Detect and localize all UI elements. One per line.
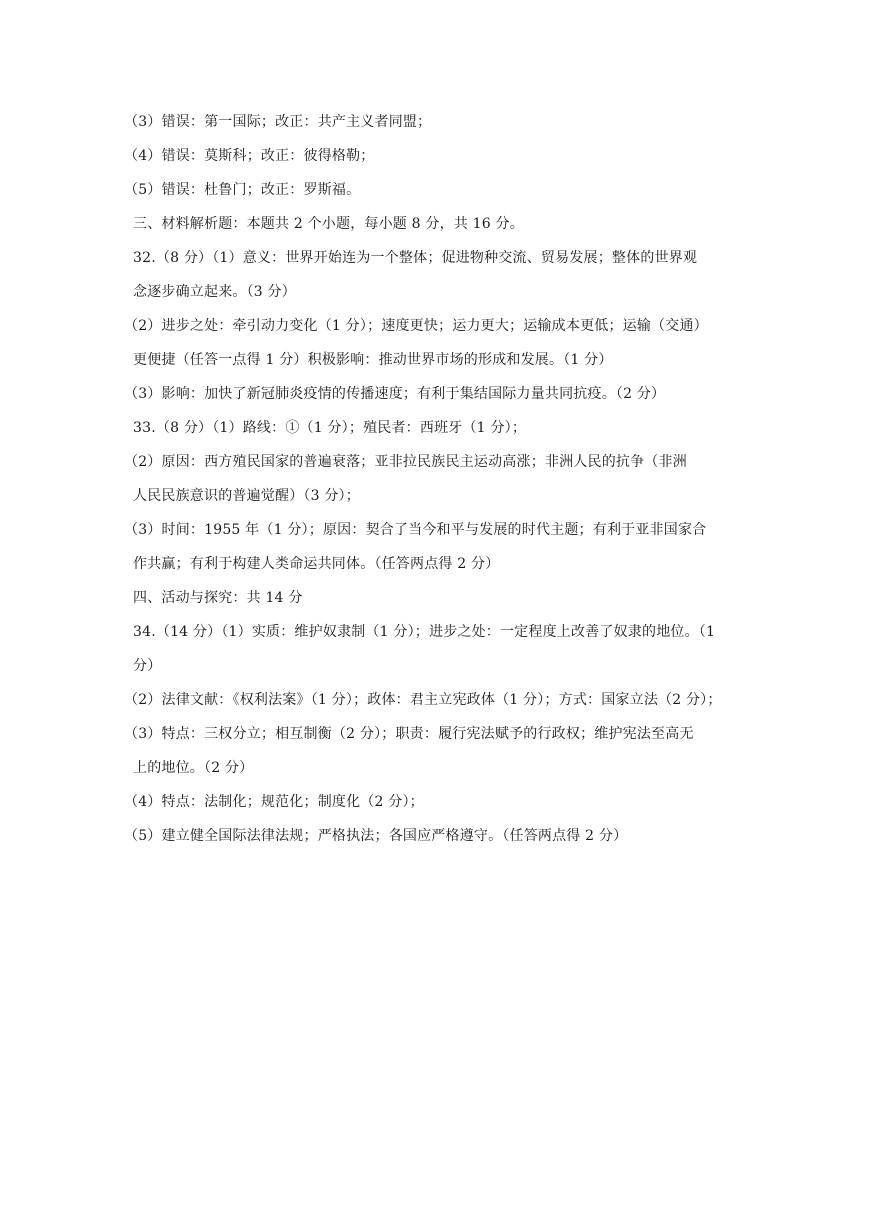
- answer-32-3: （3）影响：加快了新冠肺炎疫情的传播速度；有利于集结国际力量共同抗疫。（2 分）: [124, 386, 666, 402]
- answer-33-3-line2: 作共赢；有利于构建人类命运共同体。（任答两点得 2 分）: [133, 556, 500, 572]
- answer-33-2-line2: 人民民族意识的普遍觉醒）（3 分）；: [133, 488, 360, 504]
- answer-34-3-line2: 上的地位。（2 分）: [133, 760, 254, 776]
- answer-33-2-line1: （2）原因：西方殖民国家的普遍衰落；亚非拉民族民主运动高涨；非洲人民的抗争（非洲: [124, 454, 687, 470]
- answer-33-3-line1: （3）时间：1955 年（1 分）；原因：契合了当今和平与发展的时代主题；有利于亚非国家合: [124, 522, 707, 538]
- answer-34-1-line1: 34.（14 分）（1）实质：维护奴隶制（1 分）；进步之处：一定程度上改善了奴隶的地位。（1: [133, 624, 716, 640]
- answer-32-1-line1: 32.（8 分）（1）意义：世界开始连为一个整体；促进物种交流、贸易发展；整体的世界观: [133, 250, 698, 266]
- answer-3-4: （4）错误：莫斯科；改正：彼得格勒；: [124, 148, 375, 164]
- section-three-heading: 三、材料解析题：本题共 2 个小题，每小题 8 分，共 16 分。: [133, 216, 524, 232]
- answer-34-5: （5）建立健全国际法律法规；严格执法；各国应严格遵守。（任答两点得 2 分）: [124, 828, 628, 844]
- answer-34-1-line2: 分）: [133, 658, 162, 674]
- answer-3-3: （3）错误：第一国际；改正：共产主义者同盟；: [124, 114, 432, 130]
- answer-34-3-line1: （3）特点：三权分立；相互制衡（2 分）；职责：履行宪法赋予的行政权；维护宪法至高无: [124, 726, 694, 742]
- answer-34-2: （2）法律文献：《权利法案》（1 分）；政体：君主立宪政体（1 分）；方式：国家立法（2 分）；: [124, 692, 722, 708]
- answer-33-1: 33.（8 分）（1）路线：①（1 分）；殖民者：西班牙（1 分）；: [133, 420, 527, 436]
- answer-32-2-line2: 更便捷（任答一点得 1 分）积极影响：推动世界市场的形成和发展。（1 分）: [133, 352, 613, 368]
- answer-34-4: （4）特点：法制化；规范化；制度化（2 分）；: [124, 794, 424, 810]
- answer-32-1-line2: 念逐步确立起来。（3 分）: [133, 284, 296, 300]
- answer-3-5: （5）错误：杜鲁门；改正：罗斯福。: [124, 182, 361, 198]
- section-four-heading: 四、活动与探究：共 14 分: [133, 590, 303, 606]
- answer-32-2-line1: （2）进步之处：牵引动力变化（1 分）；速度更快；运力更大；运输成本更低；运输（交通）: [124, 318, 708, 334]
